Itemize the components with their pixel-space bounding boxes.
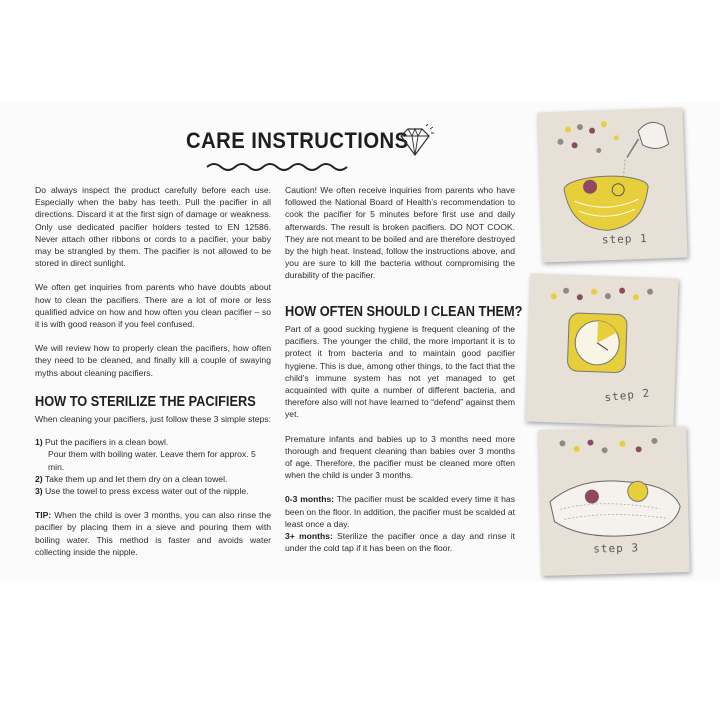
step-2-card [525,273,678,426]
caution-paragraph: Caution! We often receive inquiries from parents who have followed the National Board of Health’s recommendation to cook the pacifier for 5 minutes before first use and daily afterwards. The result is broken pacifiers. DO NOT COOK. They are not meant to be boiled and are therefore destroyed by the high heat. Instead, follow the instructions above, and you are sure to kill the bacteria without compromising the durability of the pacifier. [285,185,515,281]
premature-paragraph: Premature infants and babies up to 3 months need more thorough and frequent cleaning than babies over 3 months of age. Therefore, the pacifier must be cleaned more often when the child is under 3 months. [285,433,515,481]
step-1-label: step 1 [601,231,648,247]
step-3-card [538,426,690,576]
age-3plus-paragraph: 3+ months: Sterilize the pacifier once a day and rinse it under the cold tap if it has been on the floor. [285,531,516,554]
step-2-label: step 2 [603,386,651,405]
age-0-3-paragraph: 0-3 months: The pacifier must be scalded every time it has been on the floor. In addition, the pacifier must be scalded at least once a day. [285,494,515,529]
step-item-3: 3) Use the towel to press excess water out of the nipple. [35,486,249,497]
wave-decoration [205,160,355,174]
step-item-1-cont: Pour them with boiling water. Leave them for approx. 5 min. [48,449,256,472]
review-paragraph: We will review how to properly clean the pacifiers, how often they need to be cleaned, and finally kill a couple of swaying myths about cleaning pacifiers. [35,343,271,378]
page-title: CARE INSTRUCTIONS [186,128,409,153]
tip-label: TIP: [35,510,52,521]
sterilize-intro: When cleaning your pacifiers, just follow these 3 simple steps: [35,414,271,424]
step-item-1: 1) Put the pacifiers in a clean bowl. [35,437,169,448]
right-column [285,184,515,294]
step-3-label: step 3 [593,541,640,556]
how-often-heading: HOW OFTEN SHOULD I CLEAN THEM? [285,304,523,320]
step-1-card [537,108,687,263]
step-item-2: 2) Take them up and let them dry on a clean towel. [35,473,228,484]
diamond-icon [395,124,435,160]
left-column [35,184,271,391]
timer-illustration [525,273,678,426]
hygiene-paragraph: Part of a good sucking hygiene is frequent cleaning of the pacifiers. The younger the child, the more important it is to protect it from bacteria and to maintain good pacifier hygiene. This is due, among other things, to the fact that the child’s immune system has not yet managed to get acquainted with quite a number of different bacteria, and therefore also will not have learned to “defend” against them yet. [285,324,515,420]
inquiries-paragraph: We often get inquiries from parents who have doubts about how to clean the pacifiers. There are a lot of more or less qualified advice on how and how often you clean pacifier – so it is with good reason if you feel confused. [35,282,271,330]
how-often-section [285,323,515,554]
intro-paragraph: Do always inspect the product carefully before each use. Especially when the baby has teeth. Pull the pacifier in all directions. Discard it at the first sign of damage or weakness. Only use dedicated pacifier holders tested to EN 12586. Never attach other ribbons or cords to a pacifier, your baby may be strangled by them. The pacifier is not allowed to be stored in direct sunlight. [35,185,271,269]
sterilize-section [35,413,271,570]
sterilize-heading: HOW TO STERILIZE THE PACIFIERS [35,394,256,410]
steps-list [35,436,271,497]
tip-paragraph: TIP: When the child is over 3 months, you can also rinse the pacifier by placing them in a sieve and pouring them with boiling water. This method is faster and avoids water collecting inside the nipple. [35,510,272,557]
